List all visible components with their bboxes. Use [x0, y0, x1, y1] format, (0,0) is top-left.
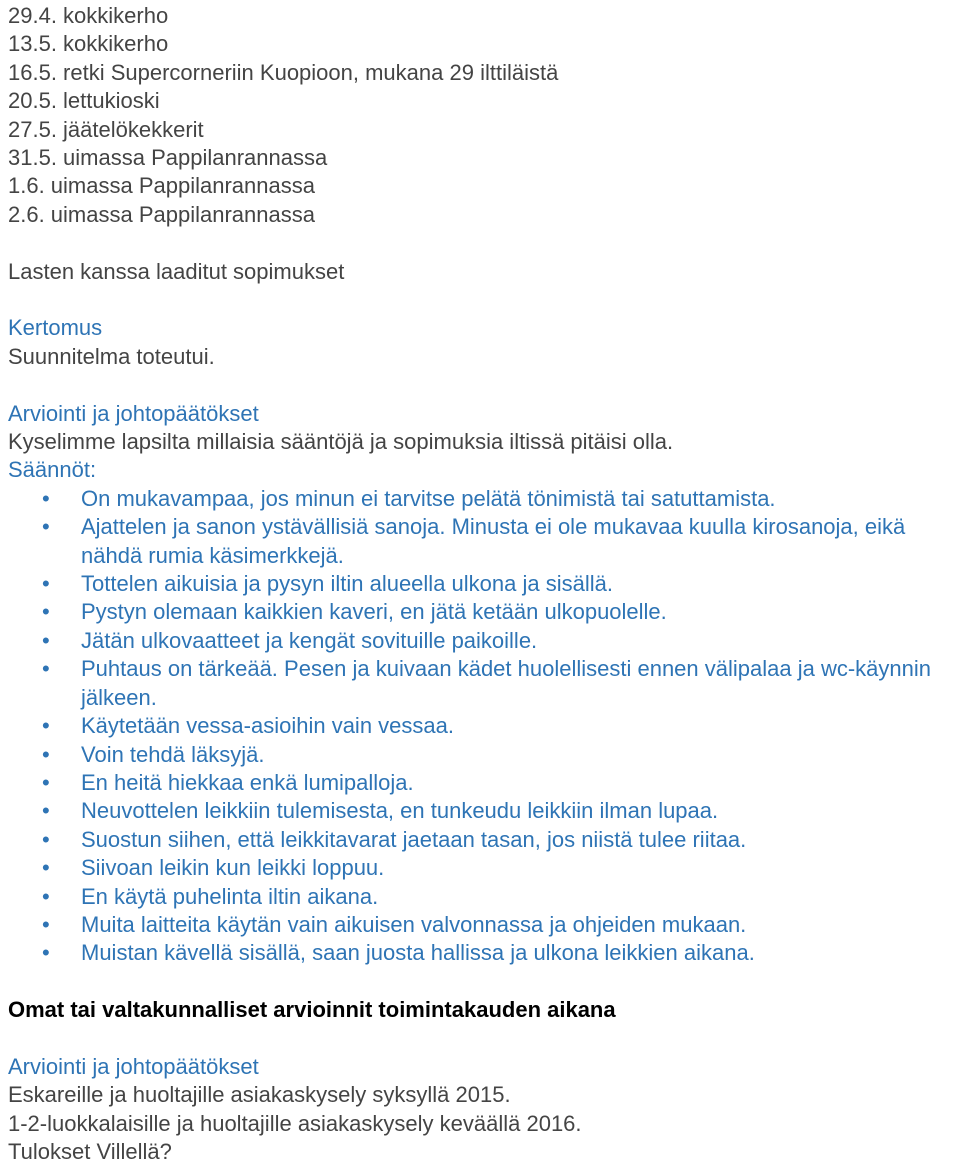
- spacer: [8, 1025, 956, 1053]
- rule-item: [8, 741, 956, 769]
- rule-text: Pystyn olemaan kaikkien kaveri, en jätä ketään ulkopuolelle.: [81, 599, 667, 625]
- rule-text: En käytä puhelinta iltin aikana.: [81, 883, 379, 909]
- rule-text: Jätän ulkovaatteet ja kengät sovituille paikoille.: [81, 627, 538, 653]
- rule-item: [8, 939, 956, 967]
- evaluation-text: Kyselimme lapsilta millaisia sääntöjä ja sopimuksia iltissä pitäisi olla.: [8, 429, 674, 455]
- rule-text: Muita laitteita käytän vain aikuisen valvonnassa ja ohjeiden mukaan.: [81, 911, 747, 937]
- rule-item: [8, 826, 956, 854]
- bullet-icon: •: [42, 911, 50, 937]
- evaluation-heading: Arviointi ja johtopäätökset: [8, 400, 259, 426]
- rule-text-continued: Pesen ja kuivaan kädet huolellisesti ennen välipalaa ja wc-käynnin jälkeen.: [81, 656, 931, 710]
- rule-text: Puhtaus on tärkeää.: [81, 656, 278, 682]
- rules-list: [8, 485, 956, 968]
- rule-item: [8, 883, 956, 911]
- bullet-icon: •: [42, 514, 50, 540]
- event-line: 2.6. uimassa Pappilanrannassa: [8, 201, 315, 227]
- bullet-icon: •: [42, 741, 50, 767]
- rule-text-continued: Minusta ei ole mukavaa kuulla kirosanoja, eikä nähdä rumia käsimerkkejä.: [81, 514, 906, 568]
- bullet-icon: •: [42, 627, 50, 653]
- section-title-agreements: Lasten kanssa laaditut sopimukset: [8, 258, 345, 284]
- rule-item: [8, 712, 956, 740]
- rule-text: On mukavampaa, jos minun ei tarvitse pelätä tönimistä tai satuttamista.: [81, 485, 776, 511]
- rule-text: En heitä hiekkaa enkä lumipalloja.: [81, 769, 414, 795]
- rule-item: [8, 769, 956, 797]
- rule-item: [8, 911, 956, 939]
- event-line: 16.5. retki Supercorneriin Kuopioon, mukana 29 ilttiläistä: [8, 59, 559, 85]
- rule-text: Käytetään vessa-asioihin vain vessaa.: [81, 713, 454, 739]
- bullet-icon: •: [42, 798, 50, 824]
- bullet-icon: •: [42, 855, 50, 881]
- event-line: 29.4. kokkikerho: [8, 3, 169, 28]
- rule-text: Neuvottelen leikkiin tulemisesta, en tunkeudu leikkiin ilman lupaa.: [81, 798, 719, 824]
- rule-text: Suostun siihen, että leikkitavarat jaetaan tasan, jos niistä tulee riitaa.: [81, 826, 747, 852]
- event-list: [8, 2, 956, 229]
- section-title-evaluations: Omat tai valtakunnalliset arvioinnit toimintakauden aikana: [8, 997, 616, 1023]
- spacer: [8, 229, 956, 257]
- event-line: 20.5. lettukioski: [8, 88, 160, 114]
- bullet-icon: •: [42, 599, 50, 625]
- event-line: 27.5. jäätelökekkerit: [8, 116, 204, 142]
- rule-text: Voin tehdä läksyjä.: [81, 741, 265, 767]
- bullet-icon: •: [42, 826, 50, 852]
- bullet-icon: •: [42, 571, 50, 597]
- rule-text: Siivoan leikin kun leikki loppuu.: [81, 855, 385, 881]
- evaluation-line: 1-2-luokkalaisille ja huoltajille asiakaskysely keväällä 2016.: [8, 1110, 582, 1136]
- rule-item: [8, 797, 956, 825]
- bullet-icon: •: [42, 713, 50, 739]
- spacer: [8, 968, 956, 996]
- rule-item: [8, 655, 956, 712]
- rule-text: Muistan kävellä sisällä, saan juosta hallissa ja ulkona leikkien aikana.: [81, 940, 755, 966]
- spacer: [8, 371, 956, 399]
- rule-item: [8, 513, 956, 570]
- document-page: [8, 2, 956, 1167]
- spacer: [8, 286, 956, 314]
- bullet-icon: •: [42, 940, 50, 966]
- rules-label: Säännöt:: [8, 457, 97, 483]
- evaluation-heading-2: Arviointi ja johtopäätökset: [8, 1053, 259, 1079]
- story-text: Suunnitelma toteutui.: [8, 343, 215, 369]
- rule-text: Ajattelen ja sanon ystävällisiä sanoja.: [81, 514, 446, 540]
- story-heading: Kertomus: [8, 315, 103, 341]
- rule-item: [8, 598, 956, 626]
- rule-item: [8, 854, 956, 882]
- rule-item: [8, 627, 956, 655]
- bullet-icon: •: [42, 656, 50, 682]
- bullet-icon: •: [42, 485, 50, 511]
- rule-text: Tottelen aikuisia ja pysyn iltin alueella ulkona ja sisällä.: [81, 571, 613, 597]
- rule-item: [8, 570, 956, 598]
- event-line: 31.5. uimassa Pappilanrannassa: [8, 145, 328, 171]
- bullet-icon: •: [42, 769, 50, 795]
- bullet-icon: •: [42, 883, 50, 909]
- evaluation-line: Tulokset Villellä?: [8, 1139, 172, 1165]
- evaluation-line: Eskareille ja huoltajille asiakaskysely syksyllä 2015.: [8, 1082, 511, 1108]
- event-line: 13.5. kokkikerho: [8, 31, 169, 57]
- event-line: 1.6. uimassa Pappilanrannassa: [8, 173, 315, 199]
- rule-item: [8, 485, 956, 513]
